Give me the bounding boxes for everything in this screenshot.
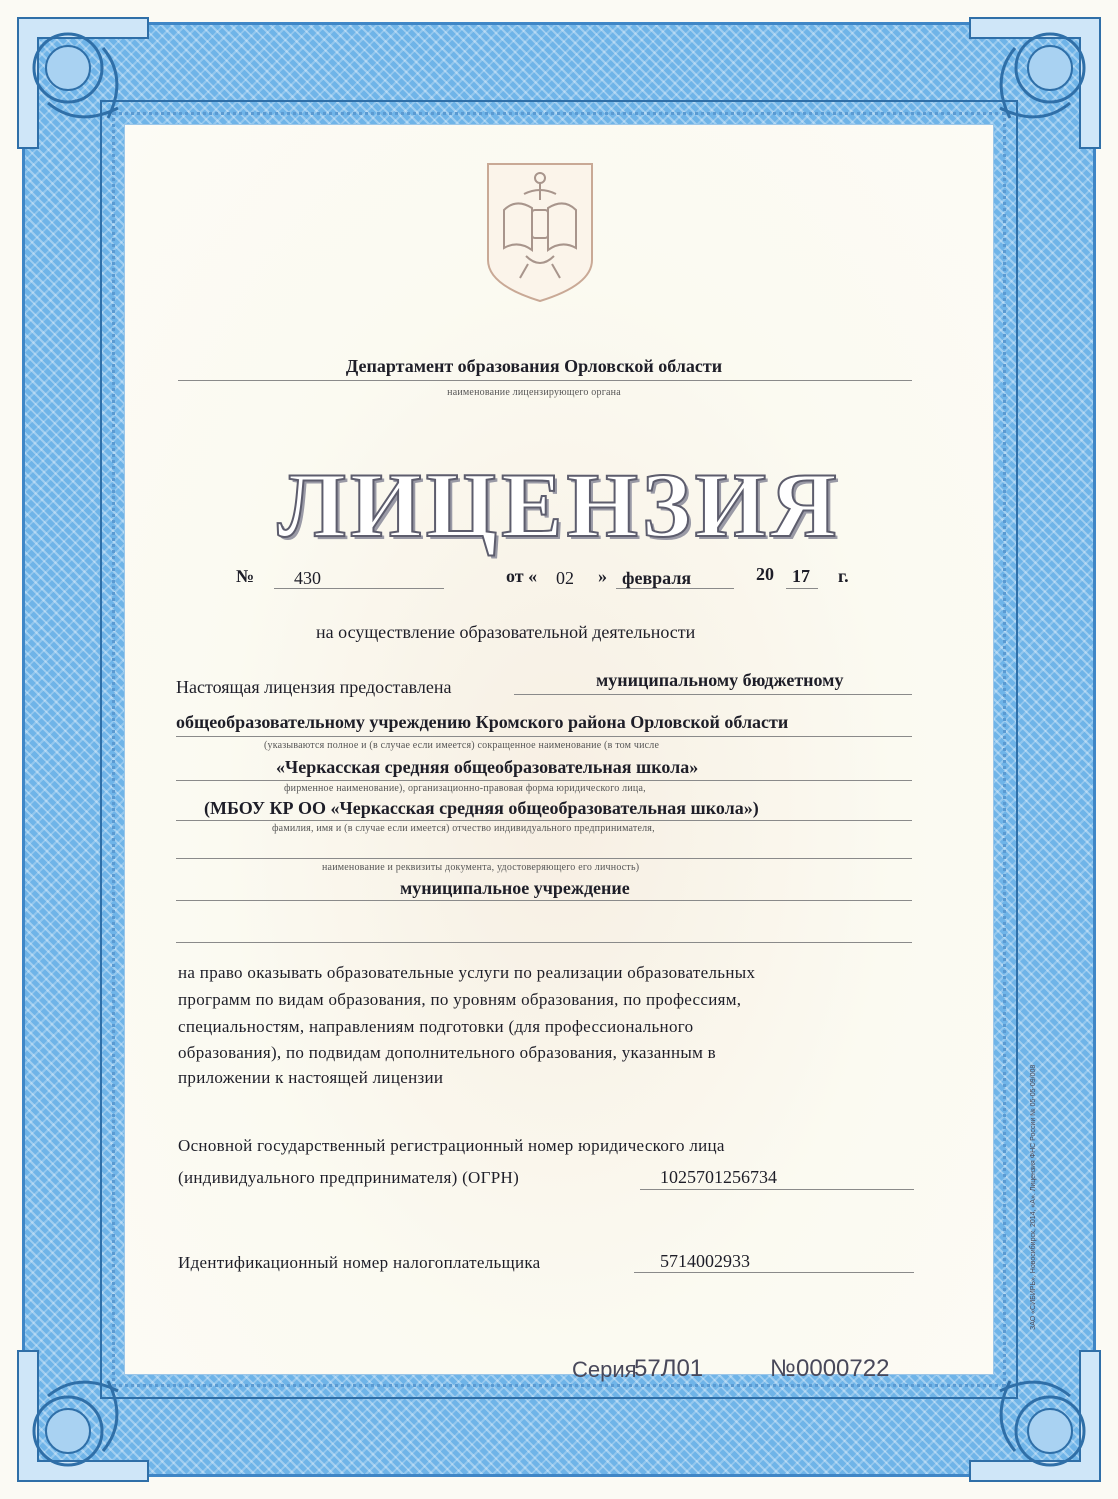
corner-ornament-icon [8,8,158,158]
licensee-caption-4: наименование и реквизиты документа, удостоверяющего его личность) [322,862,640,873]
licensee-line-2: общеобразовательному учреждению Кромского района Орловской области [176,712,789,732]
inn-label: Идентификационный номер налогоплательщика [178,1253,541,1272]
license-purpose: на осуществление образовательной деятельности [316,622,696,642]
rights-text-line: на право оказывать образовательные услуги по реализации образовательных [178,963,756,982]
printer-note: ЗАО «СИБИРЬ», Новосибирск, 2014, «А». Лицензия ФНС России № 05-05-09/008 [1030,1064,1037,1330]
blank-underline [176,942,912,943]
granted-label: Настоящая лицензия предоставлена [176,677,452,697]
licensee-caption-3: фамилия, имя и (в случае если имеется) отчество индивидуального предпринимателя, [272,823,655,834]
date-month: февраля [622,568,692,588]
ogrn-label-line-2: (индивидуального предпринимателя) (ОГРН) [178,1168,520,1187]
blank-number-sign: № [770,1355,796,1382]
rights-text-line: образования), по подвидам дополнительного образования, указанным в [178,1043,717,1062]
coat-of-arms-icon [484,160,596,305]
licensee-line-3: «Черкасская средняя общеобразовательная школа» [276,757,699,777]
number-sign: № [236,566,255,586]
date-prefix: от « [506,566,538,586]
rights-text-line: приложении к настоящей лицензии [178,1068,444,1087]
ogrn-label-line-1: Основной государственный регистрационный номер юридического лица [178,1136,725,1155]
licensee-underline-3 [176,780,912,781]
corner-ornament-icon [960,8,1110,158]
rights-text-line: программ по видам образования, по уровням образования, по профессиям, [178,990,742,1009]
inn-underline [634,1272,914,1273]
licensee-caption-2: фирменное наименование), организационно-правовая форма юридического лица, [284,783,646,794]
ogrn-underline [640,1189,914,1190]
legal-form: муниципальное учреждение [400,878,630,898]
licensee-underline-5 [176,858,912,859]
legal-form-underline [176,900,912,901]
year-suffix: 17 [792,566,810,586]
licensee-underline-4 [176,820,912,821]
licensee-underline-1 [514,694,912,695]
year-prefix: 20 [756,564,774,584]
series-value: 57Л01 [634,1355,704,1382]
inn-value: 5714002933 [660,1251,750,1271]
licensee-caption-1: (указываются полное и (в случае если имеется) сокращенное наименование (в том числе [264,740,660,751]
licensee-line-1: муниципальному бюджетному [596,670,844,690]
licensee-short-name: (МБОУ КР ОО «Черкасская средняя общеобразовательная школа») [204,798,759,818]
licensing-authority-name: Департамент образования Орловской области [345,356,723,376]
rights-text-line: специальностям, направлениям подготовки (для профессионального [178,1017,694,1036]
year-abbr: г. [838,566,849,586]
date-quote-close: » [598,566,607,586]
license-number: 430 [294,568,321,588]
authority-underline [178,380,912,381]
blank-number-value: 0000722 [796,1355,890,1382]
corner-ornament-icon [8,1341,158,1491]
document-title: ЛИЦЕНЗИЯ [277,454,841,556]
ogrn-value: 1025701256734 [660,1167,777,1187]
date-day: 02 [556,568,574,588]
corner-ornament-icon [960,1341,1110,1491]
number-underline [274,588,444,589]
month-underline [616,588,734,589]
authority-caption: наименование лицензирующего органа [447,387,621,398]
series-label: Серия [572,1357,637,1382]
licensee-underline-2 [176,736,912,737]
year-underline [786,588,818,589]
